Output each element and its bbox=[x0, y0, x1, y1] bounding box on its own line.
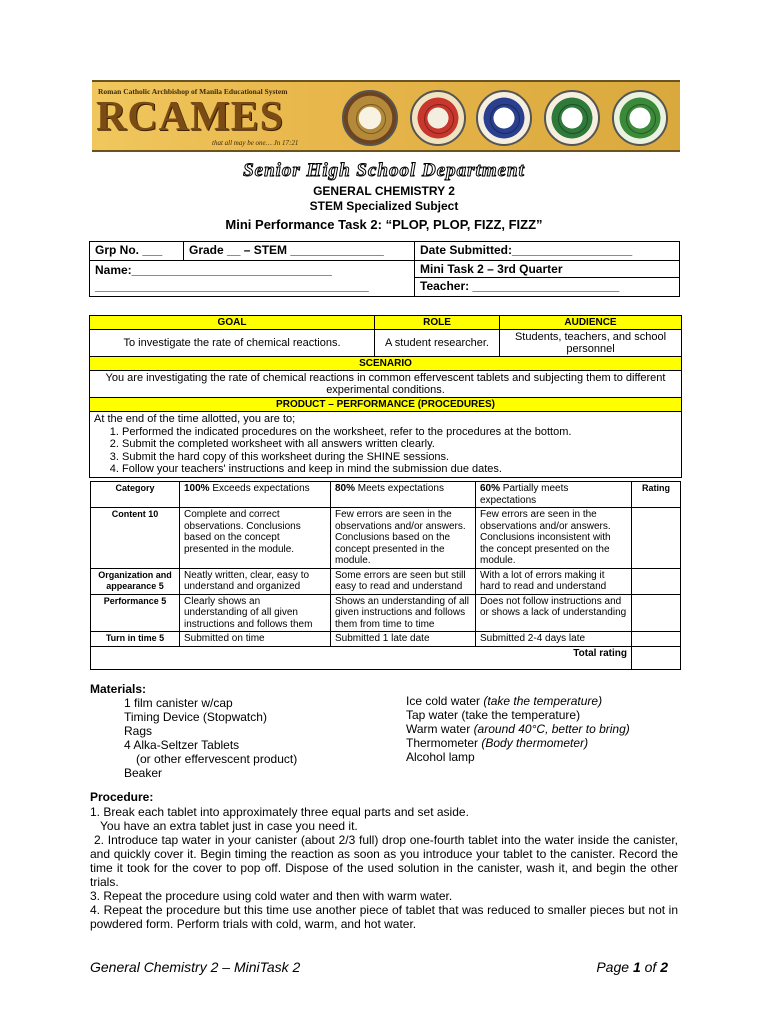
page-number bbox=[596, 959, 668, 975]
course-title: GENERAL CHEMISTRY 2 bbox=[313, 184, 455, 198]
task-name: “PLOP, PLOP, FIZZ, FIZZ” bbox=[385, 217, 543, 232]
label-100: Exceeds expectations bbox=[209, 483, 310, 494]
scenario-header: SCENARIO bbox=[90, 357, 682, 371]
rubric-table bbox=[90, 481, 681, 670]
rcames-logo: RCAMES bbox=[96, 94, 285, 140]
product-steps bbox=[122, 426, 677, 476]
page-current: 1 bbox=[632, 959, 641, 975]
material-text: Warm water bbox=[406, 722, 474, 736]
material-item bbox=[406, 736, 630, 750]
procedure-step: 2. Introduce tap water in your canister (about 2/3 full) drop one-fourth tablet into the water inside the canister, and quickly cover it. Begin timing the reaction as soon as you introduce your tablet to the canister. Record the time it took for the cover to pop off. Dispose of the used solution in the canister, wash it, and begin the other trials. bbox=[90, 833, 678, 889]
rating-cell[interactable] bbox=[632, 508, 681, 569]
material-note: (around 40°C, better to bring) bbox=[473, 722, 630, 736]
step-item: 1. Performed the indicated procedures on the worksheet, refer to the procedures at the bottom. bbox=[122, 426, 677, 439]
page-word: Page bbox=[596, 959, 633, 975]
procedure-body bbox=[90, 805, 678, 931]
total-rating-label: Total rating bbox=[91, 646, 632, 669]
rubric-cell: Submitted 1 late date bbox=[331, 632, 476, 647]
seal-5-icon bbox=[612, 90, 668, 146]
rubric-cell: Clearly shows an understanding of all given instructions and follows them bbox=[180, 594, 331, 632]
rubric-cell: Submitted 2-4 days late bbox=[476, 632, 632, 647]
role-header: ROLE bbox=[375, 316, 500, 330]
step-item: 2. Submit the completed worksheet with all answers written clearly. bbox=[122, 438, 677, 451]
name-field[interactable] bbox=[90, 261, 415, 297]
materials-title: Materials: bbox=[90, 682, 147, 696]
minitask-field: Mini Task 2 – 3rd Quarter bbox=[415, 261, 680, 278]
procedure-step-note: You have an extra tablet just in case you need it. bbox=[100, 819, 358, 833]
subject-title: STEM Specialized Subject bbox=[309, 199, 459, 213]
task-title bbox=[0, 217, 768, 232]
seal-2-icon bbox=[410, 90, 466, 146]
rubric-cell: Few errors are seen in the observations and/or answers. Conclusions inconsistent with the concept presented on the module. bbox=[476, 508, 632, 569]
material-item: Rags bbox=[124, 724, 153, 738]
material-item: Timing Device (Stopwatch) bbox=[124, 710, 267, 724]
page-total: 2 bbox=[660, 959, 668, 975]
rating-cell[interactable] bbox=[632, 568, 681, 594]
material-item: 4 Alka-Seltzer Tablets bbox=[124, 738, 240, 752]
task-prefix: Mini Performance Task 2: bbox=[225, 217, 386, 232]
rubric-head-rating: Rating bbox=[632, 482, 681, 508]
date-field[interactable]: Date Submitted:__________________ bbox=[415, 242, 680, 261]
label-80: Meets expectations bbox=[355, 483, 444, 494]
material-item: 1 film canister w/cap bbox=[124, 696, 233, 710]
rubric-head-category: Category bbox=[91, 482, 180, 508]
goal-cell: To investigate the rate of chemical reactions. bbox=[90, 330, 375, 357]
pct-80: 80% bbox=[335, 483, 356, 494]
audience-cell: Students, teachers, and school personnel bbox=[500, 330, 682, 357]
rubric-cell: Does not follow instructions and or shows a lack of understanding bbox=[476, 594, 632, 632]
student-info-table bbox=[89, 241, 680, 297]
material-item: Alcohol lamp bbox=[406, 750, 475, 764]
material-item: Tap water (take the temperature) bbox=[406, 708, 581, 722]
procedure-title: Procedure: bbox=[90, 790, 154, 804]
rubric-head-80 bbox=[331, 482, 476, 508]
banner-motto: that all may be one… Jn 17:21 bbox=[212, 139, 299, 147]
label-60: Partially meets expectations bbox=[480, 483, 569, 506]
material-note: (take the temperature) bbox=[483, 694, 603, 708]
pct-60: 60% bbox=[480, 483, 501, 494]
scenario-cell: You are investigating the rate of chemical reactions in common effervescent tablets and subjecting them to different experimental conditions. bbox=[90, 371, 682, 398]
rubric-cell: Neatly written, clear, easy to understand and organized bbox=[180, 568, 331, 594]
rubric-cell: With a lot of errors making it hard to read and understand bbox=[476, 568, 632, 594]
grp-field[interactable]: Grp No. ___ bbox=[90, 242, 184, 261]
of-word: of bbox=[640, 959, 661, 975]
grasps-table bbox=[89, 315, 682, 478]
rubric-cat-organization: Organization and appearance 5 bbox=[91, 568, 180, 594]
banner-subtitle: Roman Catholic Archbishop of Manila Educational System bbox=[98, 87, 288, 96]
step-item: 4. Follow your teachers' instructions and keep in mind the submission due dates. bbox=[122, 463, 677, 476]
name-label: Name:______________________________ bbox=[95, 263, 332, 277]
procedure-step: 4. Repeat the procedure but this time use another piece of tablet that was reduced to smaller pieces but not in powdered form. Perform trials with cold, warm, and hot water. bbox=[90, 903, 678, 931]
materials-left bbox=[124, 696, 297, 780]
teacher-field[interactable]: Teacher: ______________________ bbox=[415, 278, 680, 297]
product-cell bbox=[90, 412, 682, 478]
rubric-cell: Few errors are seen in the observations and/or answers. Conclusions based on the concept presented in the module. bbox=[331, 508, 476, 569]
seal-4-icon bbox=[544, 90, 600, 146]
procedure-step: 1. Break each tablet into approximately three equal parts and set aside. bbox=[90, 805, 469, 819]
grade-field[interactable]: Grade __ – STEM ______________ bbox=[184, 242, 415, 261]
rating-cell[interactable] bbox=[632, 594, 681, 632]
name-line: _________________________________________ bbox=[95, 279, 369, 293]
rubric-cell: Complete and correct observations. Conclusions based on the concept presented in the module. bbox=[180, 508, 331, 569]
rubric-head-100 bbox=[180, 482, 331, 508]
rubric-head-60 bbox=[476, 482, 632, 508]
material-note: (Body thermometer) bbox=[481, 736, 589, 750]
material-item bbox=[406, 694, 630, 708]
rubric-cell: Submitted on time bbox=[180, 632, 331, 647]
step-item: 3. Submit the hard copy of this worksheet during the SHINE sessions. bbox=[122, 451, 677, 464]
rubric-cell: Shows an understanding of all given instructions and follows them from time to time bbox=[331, 594, 476, 632]
material-item: (or other effervescent product) bbox=[136, 752, 298, 766]
footer-title: General Chemistry 2 – MiniTask 2 bbox=[90, 959, 301, 975]
product-header: PRODUCT – PERFORMANCE (PROCEDURES) bbox=[90, 398, 682, 412]
material-text: Thermometer bbox=[406, 736, 482, 750]
product-intro: At the end of the time allotted, you are to; bbox=[94, 413, 296, 425]
school-banner bbox=[92, 80, 680, 152]
rubric-cat-performance: Performance 5 bbox=[91, 594, 180, 632]
rating-cell[interactable] bbox=[632, 632, 681, 647]
rubric-cat-turn-in: Turn in time 5 bbox=[91, 632, 180, 647]
goal-header: GOAL bbox=[90, 316, 375, 330]
materials-right bbox=[406, 694, 630, 764]
seal-3-icon bbox=[476, 90, 532, 146]
rubric-cell: Some errors are seen but still easy to read and understand bbox=[331, 568, 476, 594]
seal-1-icon bbox=[342, 90, 398, 146]
material-item: Beaker bbox=[124, 766, 163, 780]
pct-100: 100% bbox=[184, 483, 210, 494]
role-cell: A student researcher. bbox=[375, 330, 500, 357]
rubric-cat-content: Content 10 bbox=[91, 508, 180, 569]
material-item bbox=[406, 722, 630, 736]
department-title: Senior High School Department bbox=[243, 160, 525, 181]
audience-header: AUDIENCE bbox=[500, 316, 682, 330]
material-text: Ice cold water bbox=[406, 694, 484, 708]
procedure-step: 3. Repeat the procedure using cold water and then with warm water. bbox=[90, 889, 453, 903]
total-rating-cell[interactable] bbox=[632, 646, 681, 669]
